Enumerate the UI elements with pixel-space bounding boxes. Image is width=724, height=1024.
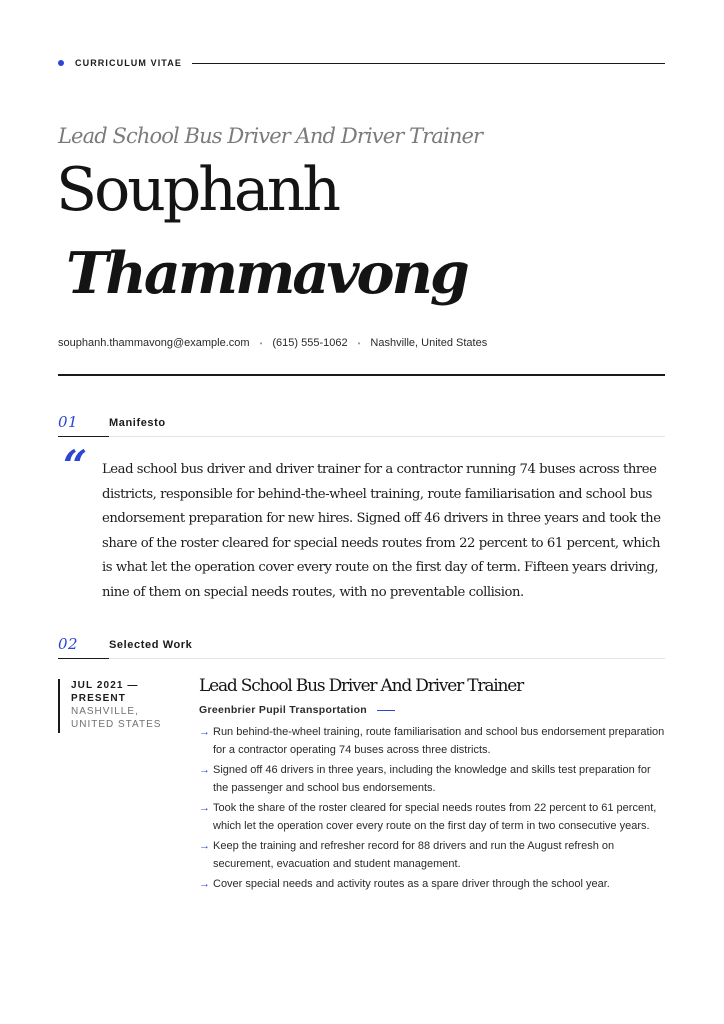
first-name: Souphanh — [56, 155, 338, 225]
location-text: Nashville, United States — [370, 337, 488, 349]
section-underline — [58, 658, 109, 659]
experience-company: Greenbrier Pupil Transportation — [199, 704, 367, 716]
section-title: Manifesto — [109, 417, 166, 429]
location-line: NASHVILLE, — [71, 706, 139, 717]
cv-label: CURRICULUM VITAE — [75, 58, 182, 68]
contact-separator: • — [259, 338, 263, 348]
experience-meta — [58, 679, 161, 733]
arrow-right-icon: → — [199, 726, 210, 738]
list-item — [199, 838, 667, 873]
experience-role: Lead School Bus Driver And Driver Trainer — [199, 676, 524, 696]
list-item — [199, 724, 667, 759]
section-heading-manifesto — [58, 413, 665, 439]
job-title: Lead School Bus Driver And Driver Trainer — [58, 124, 483, 148]
list-item — [199, 800, 667, 835]
arrow-right-icon: → — [199, 764, 210, 776]
phone-link[interactable]: (615) 555-1062 — [272, 337, 348, 349]
date-end: PRESENT — [71, 693, 126, 704]
email-link[interactable]: souphanh.thammavong@example.com — [58, 337, 250, 349]
section-number: 01 — [58, 413, 79, 431]
location-line: UNITED STATES — [71, 719, 162, 730]
arrow-right-icon: → — [199, 840, 210, 852]
last-name: Thammavong — [66, 240, 467, 307]
section-rule — [109, 436, 665, 437]
bullet-text: Run behind-the-wheel training, route familiarisation and school bus endorsement preparation for a contractor operating 74 buses across three districts. — [213, 726, 665, 756]
manifesto-text: Lead school bus driver and driver trainer for a contractor running 74 buses across three districts, responsible for behind-the-wheel training, route familiarisation and school bus endorsement preparation for new hires. Signed off 46 drivers in three years and took the share of the roster cleared for special needs routes from 22 percent to 61 percent, which is what let the operation cover every route on the first day of term. Fifteen years driving, nine of them on special needs routes, with no preventable collision. — [102, 462, 661, 600]
bullet-text: Cover special needs and activity routes as a spare driver through the school year. — [213, 878, 610, 890]
bullet-list — [199, 724, 667, 897]
section-number: 02 — [58, 635, 79, 653]
bullet-text: Signed off 46 drivers in three years, including the knowledge and skills test preparation for the passenger and school bus endorsements. — [213, 764, 651, 794]
accent-dot-icon — [58, 60, 64, 66]
quote-mark-icon: “ — [63, 441, 88, 490]
company-dash — [377, 710, 395, 711]
bullet-text: Took the share of the roster cleared for special needs routes from 22 percent to 61 percent, which let the operation cover every route on the first day of term in two consecutive years. — [213, 802, 657, 832]
list-item — [199, 762, 667, 797]
list-item — [199, 876, 667, 894]
section-underline — [58, 436, 109, 437]
section-heading-work — [58, 635, 665, 661]
bullet-text: Keep the training and refresher record for 88 drivers and run the August refresh on securement, evacuation and student management. — [213, 840, 615, 870]
date-start: JUL 2021 — — [71, 680, 139, 691]
cv-header-strip — [58, 56, 665, 70]
section-rule — [109, 658, 665, 659]
contact-row — [58, 337, 487, 349]
arrow-right-icon: → — [199, 878, 210, 890]
arrow-right-icon: → — [199, 802, 210, 814]
section-title: Selected Work — [109, 639, 193, 651]
header-divider — [58, 374, 665, 376]
contact-separator: • — [357, 338, 361, 348]
header-rule — [192, 63, 665, 64]
experience-company-row — [199, 704, 395, 716]
